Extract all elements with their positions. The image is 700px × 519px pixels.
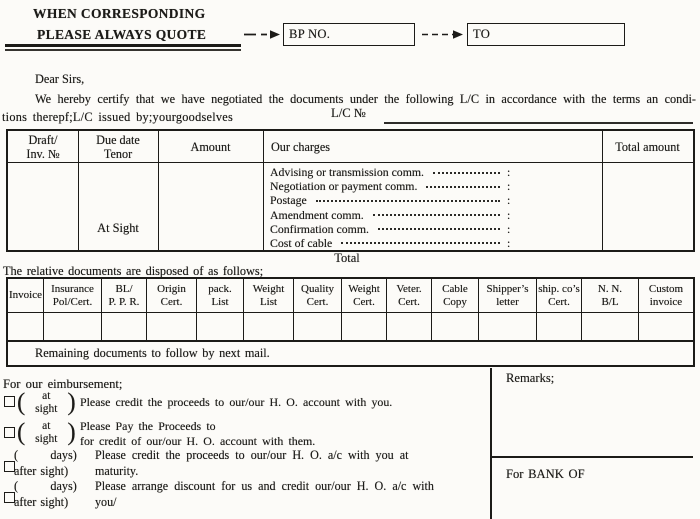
doc-header-veter-cert: Veter. Cert.	[387, 279, 432, 313]
doc-header-origin-cert: Origin Cert.	[147, 279, 197, 313]
option-text: for credit of our/our H. O. account with them.	[80, 434, 316, 448]
col-header-our-charges: Our charges	[271, 140, 330, 154]
col-header-amount: Amount	[190, 140, 231, 154]
option-text: Please credit the proceeds to our/our H. O. a/c with you at	[95, 448, 409, 462]
doc-header-bl-ppr: BL/ P. P. R.	[102, 279, 147, 313]
open-paren: (	[17, 388, 26, 416]
doc-header-ship-cos-cert: ship. co’s Cert.	[537, 279, 582, 313]
checkbox-credit-proceeds-with-you[interactable]	[4, 396, 15, 407]
charge-row: Postage :	[270, 193, 511, 208]
remarks-panel-divider	[490, 368, 492, 519]
doc-entry-cell	[639, 313, 693, 340]
tenor-parens: ( at sight )	[17, 388, 76, 416]
dot-leader	[316, 193, 500, 202]
salutation: Dear Sirs,	[35, 72, 85, 86]
doc-header-cable-copy: Cable Copy	[432, 279, 479, 313]
doc-header-insurance: Insurance Pol/Cert.	[44, 279, 102, 313]
doc-header-weight-cert: Weight Cert.	[342, 279, 387, 313]
total-label: Total	[334, 251, 360, 265]
correspondence-notice-line2: PLEASE ALWAYS QUOTE	[37, 27, 207, 42]
charges-table	[6, 129, 695, 252]
to-box[interactable]	[467, 23, 625, 46]
certify-paragraph-line2: tions therepf;L/C issued by;yourgoodselves	[2, 110, 234, 124]
doc-entry-cell	[342, 313, 387, 340]
doc-header-shippers-letter: Shipper’s letter	[479, 279, 537, 313]
dashed-arrow-right-icon	[421, 29, 464, 40]
charge-items-list	[270, 165, 513, 250]
bp-no-box[interactable]	[283, 23, 415, 46]
charge-row: Confirmation comm. :	[270, 221, 511, 236]
option-text: maturity.	[95, 464, 139, 478]
charge-row: Cost of cable :	[270, 235, 511, 250]
doc-entry-cell	[387, 313, 432, 340]
doc-header-custom-invoice: Custom invoice	[639, 279, 693, 313]
option-text: Please arrange discount for us and credit our/our H. O. a/c with	[95, 479, 434, 493]
tenor-days-line: ( days)	[14, 448, 77, 462]
doc-entry-cell	[432, 313, 479, 340]
doc-header-pack-list: pack. List	[197, 279, 244, 313]
col-header-total-amount: Total amount	[615, 140, 680, 154]
reimbursement-title: For our eimbursement;	[3, 377, 123, 391]
doc-entry-cell	[102, 313, 147, 340]
close-paren: )	[67, 418, 76, 446]
bp-no-label: BP NO.	[289, 27, 331, 41]
lc-no-label: L/C №	[331, 106, 366, 120]
notice-underline-top	[5, 44, 241, 47]
remarks-label: Remarks;	[506, 371, 555, 385]
relative-docs-intro: The relative documents are disposed of as follows;	[3, 264, 264, 278]
doc-header-invoice: Invoice	[8, 279, 44, 313]
to-label: TO	[473, 27, 491, 41]
table-header-divider	[8, 162, 693, 163]
doc-entry-cell	[479, 313, 537, 340]
remarks-bank-divider	[490, 456, 693, 458]
tenor-after-sight-line: after sight)	[14, 464, 69, 478]
open-paren: (	[17, 418, 26, 446]
option-text: you/	[95, 495, 117, 509]
option-text: Please Pay the Proceeds to	[80, 419, 216, 433]
correspondence-notice-line1: WHEN CORRESPONDING	[33, 6, 206, 21]
relative-docs-entry-row	[8, 313, 693, 340]
dot-leader	[378, 222, 500, 231]
certify-paragraph-line1: We hereby certify that we have negotiated the documents under the following L/C in accordance with the terms an condi-	[35, 92, 696, 106]
tenor-after-sight-line: after sight)	[14, 495, 69, 509]
option-text: Please credit the proceeds to our/our H. O. account with you.	[80, 395, 393, 409]
charge-row: Advising or transmission comm. :	[270, 165, 511, 179]
remaining-documents-note: Remaining documents to follow by next mail.	[8, 340, 693, 365]
doc-header-nn-bl: N. N. B/L	[582, 279, 639, 313]
doc-entry-cell	[537, 313, 582, 340]
arrow-right-icon	[243, 29, 281, 40]
doc-header-quality-cert: Quality Cert.	[294, 279, 342, 313]
dot-leader	[433, 165, 500, 174]
dot-leader	[373, 208, 500, 217]
relative-docs-table	[6, 277, 695, 367]
doc-entry-cell	[294, 313, 342, 340]
doc-entry-cell	[44, 313, 102, 340]
tenor-days-line: ( days)	[14, 479, 77, 493]
table-divider	[263, 131, 264, 250]
charge-row: Amendment comm. :	[270, 207, 511, 222]
bank-signature-label: For BANK OF	[506, 467, 585, 481]
dot-leader	[426, 179, 500, 188]
doc-entry-cell	[147, 313, 197, 340]
col-header-due-date-tenor: Due date Tenor	[96, 133, 140, 161]
charge-row: Negotiation or payment comm. :	[270, 179, 511, 194]
tenor-value: At Sight	[97, 221, 139, 235]
close-paren: )	[67, 388, 76, 416]
doc-entry-cell	[8, 313, 44, 340]
relative-docs-header-row	[8, 279, 693, 313]
tenor-parens: ( at sight )	[17, 418, 76, 446]
doc-entry-cell	[244, 313, 294, 340]
doc-header-weight-list: Weight List	[244, 279, 294, 313]
doc-entry-cell	[197, 313, 244, 340]
dot-leader	[341, 236, 500, 245]
lc-no-field	[384, 122, 693, 124]
checkbox-pay-proceeds-credit-them[interactable]	[4, 427, 15, 438]
col-header-draft-inv: Draft/ Inv. №	[26, 133, 60, 161]
doc-entry-cell	[582, 313, 639, 340]
notice-underline-bottom	[5, 49, 241, 51]
